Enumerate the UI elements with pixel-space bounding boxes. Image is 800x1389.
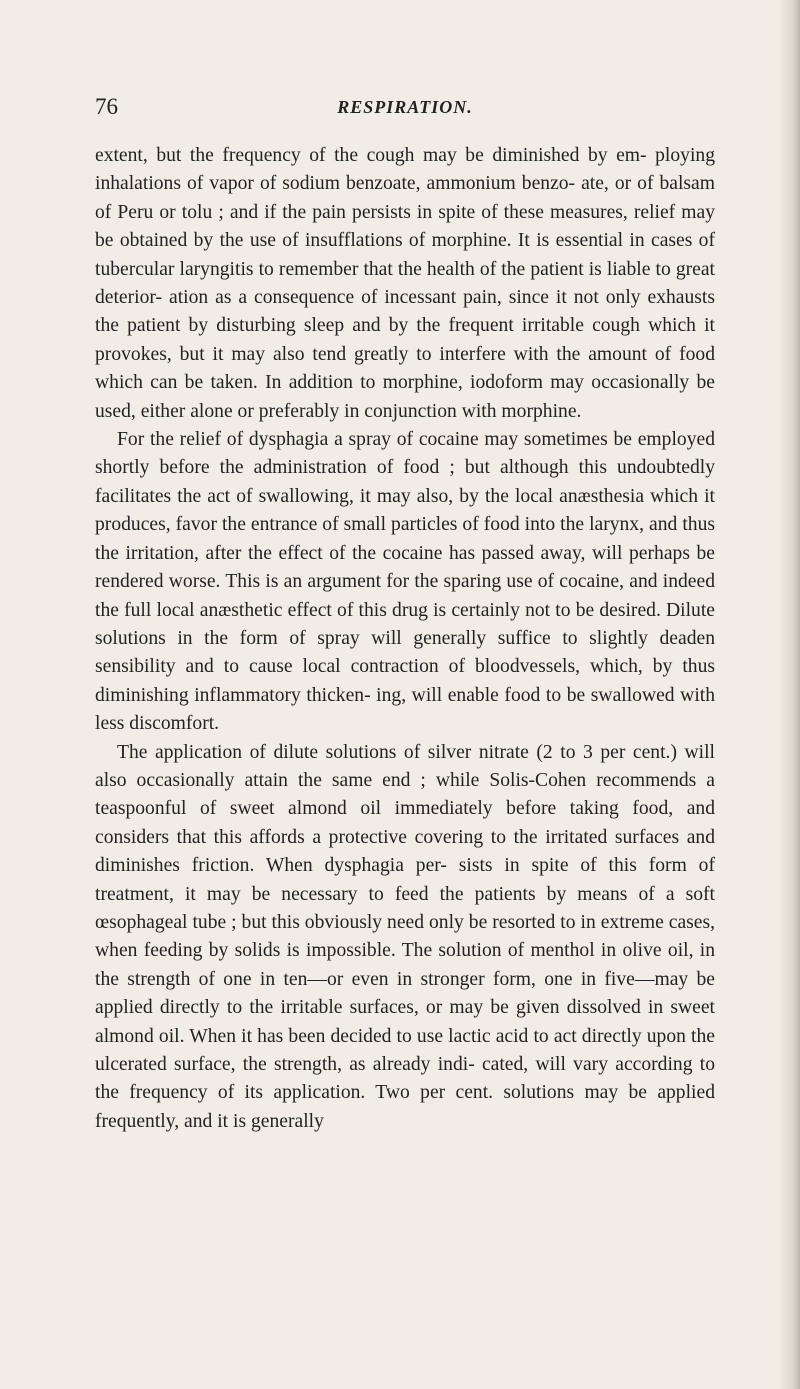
paragraph-3: The application of dilute solutions of silver nitrate (2 to 3 per cent.) will also occasionally attain the same end ; while Solis-Cohen recommends a teaspoonful of sweet almond oil immediately before taking food, and considers that this affords a protective covering to the irritated surfaces and diminishes friction. When dysphagia per- sists in spite of this form of treatment, it may be necessary to feed the patients by means of a soft œsophageal tube ; but this obviously need only be resorted to in extreme cases, when feeding by solids is impossible. The solution of menthol in olive oil, in the strength of one in ten—or even in stronger form, one in five—may be applied directly to the irritable surfaces, or may be given dissolved in sweet almond oil. When it has been decided to use lactic acid to act directly upon the ulcerated surface, the strength, as already indi- cated, will vary according to the frequency of its application. Two per cent. solutions may be applied frequently, and it is generally (95, 741, 715, 1132)
paragraph-2: For the relief of dysphagia a spray of cocaine may sometimes be employed shortly before the administration of food ; but although this undoubtedly facilitates the act of swallowing, it may also, by the local anæsthesia which it produces, favor the entrance of small particles of food into the larynx, and thus the irritation, after the effect of the cocaine has passed away, will perhaps be rendered worse. This is an argument for the sparing use of cocaine, and indeed the full local anæsthetic effect of this drug is certainly not to be desired. Dilute solutions in the form of spray will generally suffice to slightly deaden sensibility and to cause local contraction of bloodvessels, which, by thus diminishing inflammatory thicken- ing, will enable food to be swallowed with less discomfort. (95, 429, 715, 735)
running-head: RESPIRATION. (337, 97, 473, 117)
body-text (95, 142, 715, 1136)
paragraph-1: extent, but the frequency of the cough may be diminished by em- ploying inhalations of vapor of sodium benzoate, ammonium benzo- ate, or of balsam of Peru or tolu ; and if the pain persists in spite of these measures, relief may be obtained by the use of insufflations of morphine. It is essential in cases of tubercular laryngitis to remember that the health of the patient is liable to great deterior- ation as a consequence of incessant pain, since it not only exhausts the patient by disturbing sleep and by the frequent irritable cough which it provokes, but it may also tend greatly to interfere with the amount of food which can be taken. In addition to morphine, iodoform may occasionally be used, either alone or preferably in conjunction with morphine. (95, 145, 715, 422)
page-header (95, 92, 715, 122)
page-edge-shadow (778, 0, 800, 1389)
page-number: 76 (95, 94, 118, 119)
